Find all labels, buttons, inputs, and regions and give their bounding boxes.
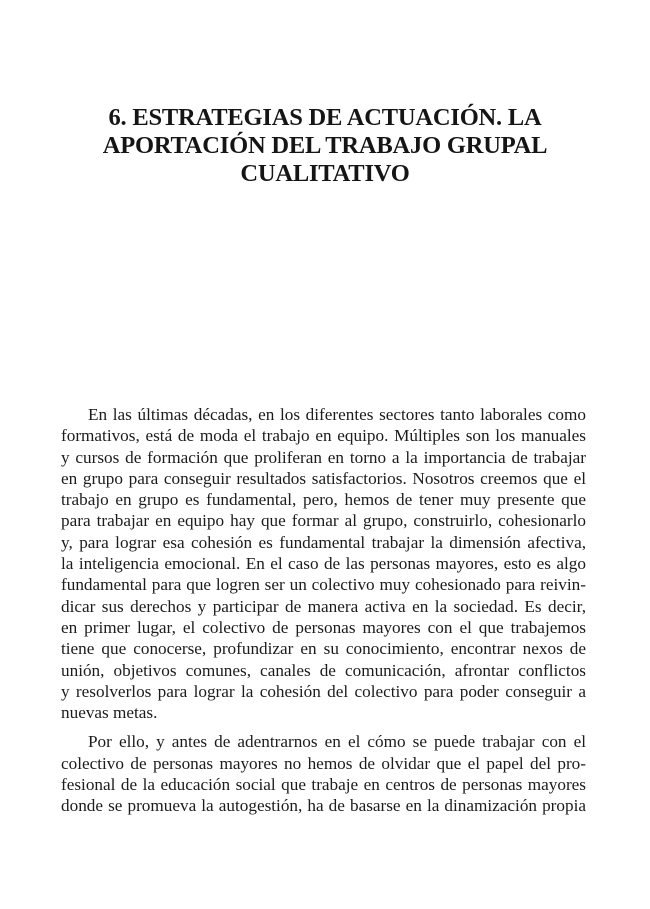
text-line: y cursos de formación que proliferan en torno a la importancia de trabajar (61, 447, 586, 467)
chapter-title-line: APORTACIÓN DEL TRABAJO GRUPAL (102, 132, 548, 159)
text-line: trabajo en grupo es fundamental, pero, hemos de tener muy presente que (61, 490, 586, 510)
text-line: dicar sus derechos y participar de manera activa en la sociedad. Es decir, (61, 596, 586, 616)
text-line: formativos, está de moda el trabajo en equipo. Múltiples son los manuales (61, 426, 586, 446)
text-line: fundamental para que logren ser un colectivo muy cohesionado para reivin- (61, 575, 586, 595)
chapter-title (60, 104, 590, 188)
text-line: colectivo de personas mayores no hemos de olvidar que el papel del pro- (61, 753, 586, 773)
text-line: En las últimas décadas, en los diferentes sectores tanto laborales como (88, 405, 586, 424)
text-line: en grupo para conseguir resultados satisfactorios. Nosotros creemos que el (61, 468, 586, 488)
text-line: y resolverlos para lograr la cohesión del colectivo para poder conseguir a (61, 681, 586, 701)
body-text (61, 404, 586, 825)
chapter-title-line: 6. ESTRATEGIAS DE ACTUACIÓN. LA (108, 104, 542, 131)
text-line: y, para lograr esa cohesión es fundamental trabajar la dimensión afectiva, (61, 532, 586, 552)
text-line: en primer lugar, el colectivo de personas mayores con el que trabajemos (61, 617, 586, 637)
chapter-title-line: CUALITATIVO (240, 160, 410, 187)
text-line: para trabajar en equipo hay que formar al grupo, construirlo, cohesionarlo (61, 511, 586, 531)
text-line: nuevas metas. (61, 703, 158, 723)
text-line: fesional de la educación social que trabaje en centros de personas mayores (61, 775, 586, 795)
text-line: tiene que conocerse, profundizar en su conocimiento, encontrar nexos de (61, 639, 586, 659)
text-line: unión, objetivos comunes, canales de comunicación, afrontar conflictos (61, 660, 586, 680)
paragraph-1 (61, 404, 586, 723)
text-line: Por ello, y antes de adentrarnos en el cómo se puede trabajar con el (88, 732, 586, 752)
paragraph-2 (61, 731, 586, 816)
text-line: la inteligencia emocional. En el caso de las personas mayores, esto es algo (61, 554, 586, 574)
text-line: donde se promueva la autogestión, ha de basarse en la dinamización propia (61, 796, 586, 816)
